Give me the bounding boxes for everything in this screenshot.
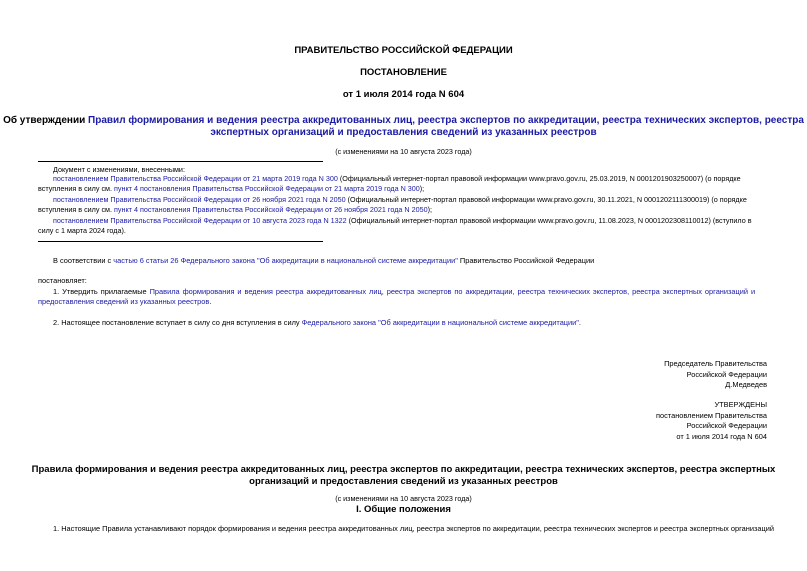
- amendment-2-prefix: вступления в силу см.: [38, 205, 114, 214]
- amendment-2-line2: [38, 205, 432, 215]
- amendments-intro: Документ с изменениями, внесенными:: [53, 165, 185, 174]
- approved-country: Российской Федерации: [686, 421, 767, 430]
- amendment-2-suffix: );: [427, 205, 432, 214]
- amendments-bottom-rule: [38, 241, 323, 242]
- rules-changes-note: (с изменениями на 10 августа 2023 года): [335, 494, 472, 503]
- rules-title-line1: Правила формирования и ведения реестра аккредитованных лиц, реестра экспертов по аккредитации, реестра технических экспертов, реестра экспертных: [31, 464, 776, 475]
- amendment-2-link[interactable]: постановлением Правительства Российской Федерации от 26 ноября 2021 года N 2050: [53, 195, 346, 204]
- rule-1-text: 1. Настоящие Правила устанавливают порядок формирования и ведения реестра аккредитованных лиц, реестра экспертов по аккредитации, реестра технических экспертов и реестра экспертных организаций: [53, 524, 774, 533]
- point-1-suffix: .: [209, 297, 212, 306]
- amendment-1-text: (Официальный интернет-портал правовой информации www.pravo.gov.ru, 25.03.2019, N 0001201903250007) (о порядке: [337, 174, 741, 183]
- point-2: [53, 318, 581, 328]
- point-1-prefix: 1. Утвердить прилагаемые: [53, 287, 150, 296]
- title-rules-link-cont[interactable]: экспертных организаций и предоставления сведений из указанных реестров: [210, 127, 597, 138]
- signature-country: Российской Федерации: [686, 369, 767, 379]
- point-1-line1: [53, 287, 755, 297]
- amendments-top-rule: [38, 161, 323, 162]
- amendment-3-line1: [53, 216, 752, 226]
- amendment-2-point-link[interactable]: пункт 4 постановления Правительства Российской Федерации от 26 ноября 2021 года N 2050: [114, 205, 428, 214]
- government-heading: ПРАВИТЕЛЬСТВО РОССИЙСКОЙ ФЕДЕРАЦИИ: [294, 45, 513, 56]
- document-date-number: от 1 июля 2014 года N 604: [342, 89, 465, 100]
- amendment-3-text: (Официальный интернет-портал правовой информации www.pravo.gov.ru, 11.08.2023, N 0001202308110012) (вступило в: [346, 216, 752, 225]
- resolves-text: постановляет:: [38, 276, 87, 285]
- document-type: ПОСТАНОВЛЕНИЕ: [360, 67, 447, 78]
- point-2-prefix: 2. Настоящее постановление вступает в силу со дня вступления в силу: [53, 318, 302, 327]
- title-rules-link[interactable]: Правил формирования и ведения реестра аккредитованных лиц, реестра экспертов по аккредитации, реестра технических экспертов, реестра: [88, 115, 804, 126]
- amendment-3-link[interactable]: постановлением Правительства Российской Федерации от 10 августа 2023 года N 1322: [53, 216, 347, 225]
- amendment-3-line2: [38, 226, 126, 236]
- signature-position: Председатель Правительства: [664, 359, 767, 368]
- amendment-3-prefix: силу с 1 марта 2024 года).: [38, 226, 126, 235]
- rules-title-line2: организаций и предоставления сведений из указанных реестров: [249, 476, 558, 487]
- approved-date: от 1 июля 2014 года N 604: [676, 431, 767, 441]
- document-title-line2: [0, 127, 807, 139]
- amendment-2-text: (Официальный интернет-портал правовой информации www.pravo.gov.ru, 30.11.2021, N 0001202111300019) (о порядке: [345, 195, 747, 204]
- point-2-law-link[interactable]: Федерального закона "Об аккредитации в национальной системе аккредитации": [301, 318, 579, 327]
- section-1-title: I. Общие положения: [356, 504, 451, 515]
- title-prefix: Об утверждении: [3, 115, 89, 126]
- preamble-law-link[interactable]: частью 6 статьи 26 Федерального закона "Об аккредитации в национальной системе аккредитации": [113, 256, 458, 265]
- approved-by: постановлением Правительства: [656, 410, 767, 420]
- amendment-2-line1: [53, 195, 747, 205]
- point-1-rules-link-cont[interactable]: предоставления сведений из указанных реестров: [38, 297, 210, 306]
- preamble-prefix: В соответствии с: [53, 256, 114, 265]
- amendment-1-point-link[interactable]: пункт 4 постановления Правительства Российской Федерации от 21 марта 2019 года N 300: [114, 184, 420, 193]
- signature-name: Д.Медведев: [725, 380, 767, 389]
- signature-block: [664, 359, 767, 391]
- amendment-1-prefix: вступления в силу см.: [38, 184, 114, 193]
- preamble-suffix: Правительство Российской Федерации: [457, 256, 595, 265]
- amendment-1-line1: [53, 174, 741, 184]
- approved-heading: УТВЕРЖДЕНЫ: [714, 400, 767, 409]
- preamble: [53, 256, 594, 266]
- point-1-line2: [38, 297, 211, 307]
- point-2-suffix: .: [578, 318, 581, 327]
- amendment-1-suffix: );: [419, 184, 425, 193]
- approved-block: [656, 400, 767, 442]
- amendment-1-link[interactable]: постановлением Правительства Российской Федерации от 21 марта 2019 года N 300: [53, 174, 338, 183]
- point-1-rules-link[interactable]: Правила формирования и ведения реестра аккредитованных лиц, реестра экспертов по аккредитации, реестра технических экспертов, реестра экспертных организаций и: [149, 287, 756, 296]
- document-title-line1: [0, 115, 807, 127]
- amendment-1-line2: [38, 184, 424, 194]
- changes-note: (с изменениями на 10 августа 2023 года): [335, 147, 472, 156]
